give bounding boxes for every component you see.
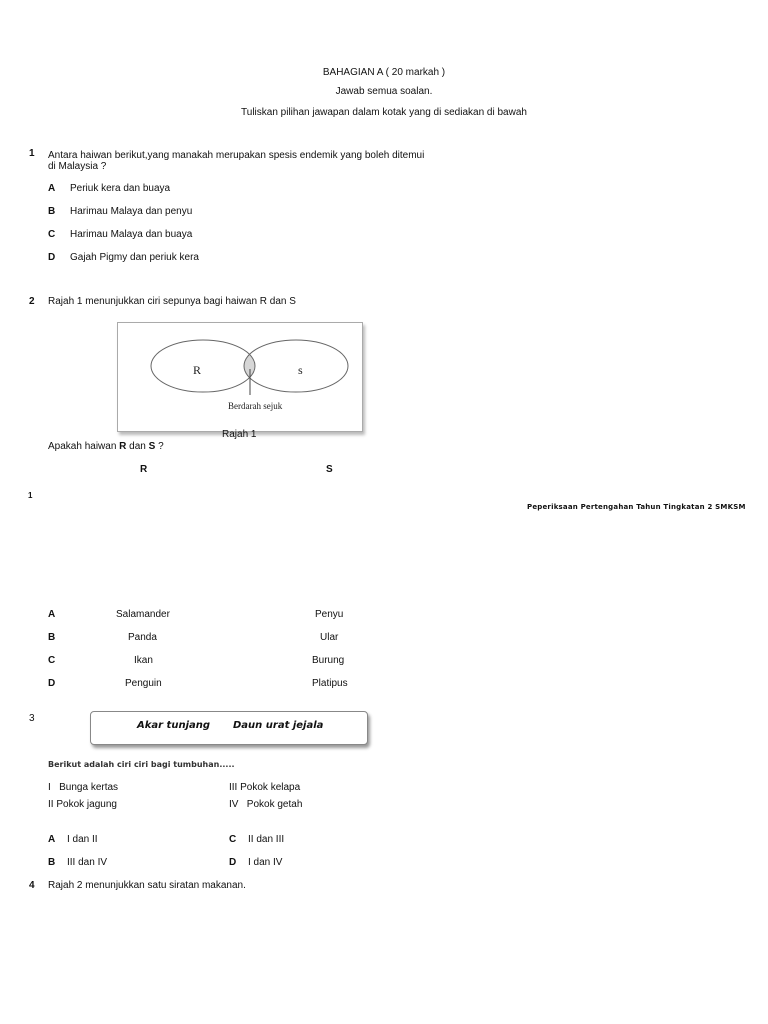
question-2-number: 2 — [29, 296, 35, 307]
q2-option-d-letter: D — [48, 678, 56, 689]
q1-option-b-letter: B — [48, 206, 56, 217]
q3-option-b-letter: B — [48, 857, 56, 868]
figure-1-caption: Rajah 1 — [222, 429, 257, 440]
q3-item-iv-numeral: IV — [229, 799, 239, 810]
callout-leaf-type: Daun urat jejala — [233, 720, 324, 731]
q3-option-b-text: III dan IV — [67, 857, 108, 868]
q2-prompt-prefix: Apakah haiwan — [48, 441, 120, 452]
q2-prompt-mid: dan — [126, 441, 149, 452]
q2-option-a-r: Salamander — [116, 609, 170, 620]
q1-option-d-letter: D — [48, 252, 56, 263]
q1-option-d-text: Gajah Pigmy dan periuk kera — [70, 252, 199, 263]
q2-option-d-s: Platipus — [312, 678, 348, 689]
q1-option-c-text: Harimau Malaya dan buaya — [70, 229, 193, 240]
q3-item-iii — [229, 782, 300, 793]
q3-item-i-text: Bunga kertas — [59, 782, 119, 793]
q3-option-c-text: II dan III — [248, 834, 285, 845]
q2-option-c-letter: C — [48, 655, 56, 666]
q3-item-ii-text: Pokok jagung — [56, 799, 117, 810]
question-1-number: 1 — [29, 148, 35, 159]
page-number: 1 — [28, 491, 33, 500]
question-4-text: Rajah 2 menunjukkan satu siratan makanan. — [48, 880, 246, 891]
question-3-number: 3 — [29, 713, 35, 724]
q3-item-iii-text: Pokok kelapa — [240, 782, 301, 793]
question-4-number: 4 — [29, 880, 35, 891]
q3-option-d-letter: D — [229, 857, 237, 868]
q3-option-d-text: I dan IV — [248, 857, 283, 868]
q2-option-b-s: Ular — [320, 632, 339, 643]
venn-right-circle — [244, 340, 348, 392]
venn-right-label: s — [298, 363, 303, 377]
q2-option-a-letter: A — [48, 609, 56, 620]
q3-option-a-letter: A — [48, 834, 56, 845]
q2-prompt-suffix: ? — [155, 441, 164, 452]
q3-item-iv — [229, 799, 302, 810]
q3-item-iii-numeral: III — [229, 782, 238, 793]
q2-option-c-r: Ikan — [134, 655, 153, 666]
column-header-s: S — [326, 464, 333, 475]
q2-option-b-r: Panda — [128, 632, 157, 643]
plant-features-callout — [90, 711, 368, 745]
q1-option-c-letter: C — [48, 229, 56, 240]
q2-prompt-r: R — [119, 441, 127, 452]
venn-left-circle — [151, 340, 255, 392]
q3-item-i — [48, 782, 118, 793]
q3-option-c-letter: C — [229, 834, 237, 845]
section-title: BAHAGIAN A ( 20 markah ) — [322, 67, 446, 78]
q2-option-b-letter: B — [48, 632, 56, 643]
q3-item-ii-numeral: II — [48, 799, 54, 810]
q3-item-ii — [48, 799, 117, 810]
venn-svg — [118, 323, 362, 431]
question-2-prompt — [48, 441, 164, 452]
q2-option-a-s: Penyu — [315, 609, 344, 620]
q1-option-a-letter: A — [48, 183, 56, 194]
q3-option-a-text: I dan II — [67, 834, 98, 845]
instruction-line-1: Jawab semua soalan. — [335, 86, 433, 97]
q3-item-i-numeral: I — [48, 782, 51, 793]
callout-root-type: Akar tunjang — [137, 720, 211, 731]
venn-diagram — [117, 322, 363, 432]
question-2-text: Rajah 1 menunjukkan ciri sepunya bagi haiwan R dan S — [48, 296, 296, 307]
venn-left-label: R — [193, 363, 202, 377]
exam-name-footer: Peperiksaan Pertengahan Tahun Tingkatan 2 SMKSM — [527, 503, 746, 511]
q1-option-b-text: Harimau Malaya dan penyu — [70, 206, 193, 217]
question-3-intro: Berikut adalah ciri ciri bagi tumbuhan..... — [48, 760, 235, 769]
q2-option-d-r: Penguin — [125, 678, 162, 689]
column-header-r: R — [140, 464, 148, 475]
q3-item-iv-text: Pokok getah — [246, 799, 303, 810]
venn-center-label: Berdarah sejuk — [228, 401, 283, 411]
q1-option-a-text: Periuk kera dan buaya — [70, 183, 171, 194]
q2-prompt-s: S — [148, 441, 156, 452]
instruction-line-2: Tuliskan pilihan jawapan dalam kotak yang di sediakan di bawah — [241, 107, 527, 118]
question-1-text-line-1: Antara haiwan berikut,yang manakah merupakan spesis endemik yang boleh ditemui — [48, 150, 425, 161]
question-1-text-line-2: di Malaysia ? — [48, 161, 107, 172]
q2-option-c-s: Burung — [312, 655, 345, 666]
